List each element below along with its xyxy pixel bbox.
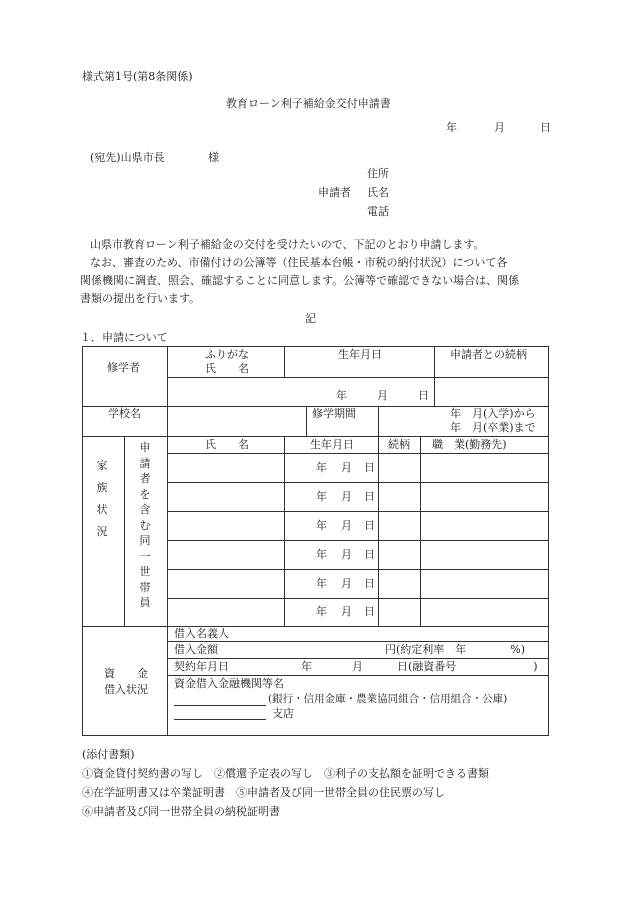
row-month: 月 (341, 577, 352, 590)
school-label: 学校名 (108, 407, 141, 420)
row-month: 月 (341, 519, 352, 532)
institution-label: 資金借入金融機関等名 (174, 677, 284, 690)
row-year: 年 (316, 519, 327, 532)
yen-rate-label: 円(約定利率 年 %) (385, 643, 526, 656)
applicant-name-label: 氏名 (367, 186, 389, 199)
row-year: 年 (316, 490, 327, 503)
form-number: 様式第1号(第8条関係) (82, 70, 193, 83)
amount-label: 借入金額 (174, 643, 218, 656)
row-day: 日 (364, 490, 375, 503)
body-line-4: 書類の提出を行います。 (80, 292, 201, 305)
addressee: (宛先)山県市長 (90, 151, 165, 164)
dob-day: 日 (418, 389, 429, 402)
body-line-3: 関係機関に調査、照会、確認することに同意します。公簿等で確認できない場合は、関係 (80, 274, 520, 287)
student-label: 修学者 (107, 361, 140, 374)
attachments-line-3: ⑥申請者及び同一世帯全員の納税証明書 (82, 805, 280, 818)
loan-label-2: 借入状況 (104, 683, 148, 696)
fam-name-header: 氏 名 (205, 438, 249, 451)
contract-month: 月 (352, 660, 363, 673)
row-month: 月 (341, 548, 352, 561)
row-year: 年 (316, 577, 327, 590)
period-start: 年 月(入学)から (450, 407, 536, 420)
addressee-honorific: 様 (208, 151, 219, 164)
applicant-address-label: 住所 (367, 167, 389, 180)
household-label: 申請者を含む同一世帯員 (139, 441, 151, 609)
row-day: 日 (364, 577, 375, 590)
row-year: 年 (316, 461, 327, 474)
row-month: 月 (341, 605, 352, 618)
row-month: 月 (341, 461, 352, 474)
attachments-line-1: ①資金貸付契約書の写し ②償還予定表の写し ③利子の支払額を証明できる書類 (82, 767, 489, 780)
institution-types: (銀行・信用金庫・農業協同組合・信用組合・公庫) (268, 693, 508, 705)
fam-job-header: 職 業(勤務先) (432, 438, 507, 451)
row-year: 年 (316, 548, 327, 561)
body-line-2: なお、審査のため、市備付けの公簿等（住民基本台帳・市税の納付状況）について各 (90, 256, 508, 269)
row-day: 日 (364, 519, 375, 532)
attachments-heading: (添付書類) (82, 748, 135, 761)
fam-dob-header: 生年月日 (310, 438, 354, 451)
date-month: 月 (494, 121, 505, 134)
page-title: 教育ローン利子補給金交付申請書 (226, 97, 391, 110)
period-end: 年 月(卒業)まで (450, 421, 536, 434)
period-label: 修学期間 (312, 407, 356, 420)
student-name-label: 氏 名 (205, 362, 249, 375)
row-year: 年 (316, 605, 327, 618)
row-day: 日 (364, 605, 375, 618)
family-label: 家族状況 (96, 459, 108, 538)
date-day: 日 (540, 121, 551, 134)
applicant-role: 申請者 (318, 186, 351, 199)
ki-heading: 記 (305, 312, 316, 325)
borrower-label: 借入名義人 (174, 627, 229, 640)
contract-date-label: 契約年月日 (174, 660, 229, 673)
loan-label-1: 資 金 (104, 667, 148, 680)
row-day: 日 (364, 548, 375, 561)
row-month: 月 (341, 490, 352, 503)
contract-day-loan-number: 日(融資番号 ) (397, 660, 538, 673)
date-year: 年 (446, 121, 457, 134)
applicant-phone-label: 電話 (367, 205, 389, 218)
row-day: 日 (364, 461, 375, 474)
dob-label: 生年月日 (338, 348, 382, 361)
dob-month: 月 (377, 389, 388, 402)
contract-year: 年 (301, 660, 312, 673)
branch-label: 支店 (272, 707, 294, 720)
section-heading: １．申請について (80, 331, 168, 344)
body-line-1: 山県市教育ローン利子補給金の交付を受けたいので、下記のとおり申請します。 (90, 238, 485, 251)
fam-relation-header: 続柄 (388, 438, 410, 451)
relation-label: 申請者との続柄 (450, 348, 527, 361)
attachments-line-2: ④在学証明書又は卒業証明書 ⑤申請者及び同一世帯全員の住民票の写し (82, 786, 445, 799)
dob-year: 年 (336, 389, 347, 402)
furigana-label: ふりがな (205, 348, 249, 361)
